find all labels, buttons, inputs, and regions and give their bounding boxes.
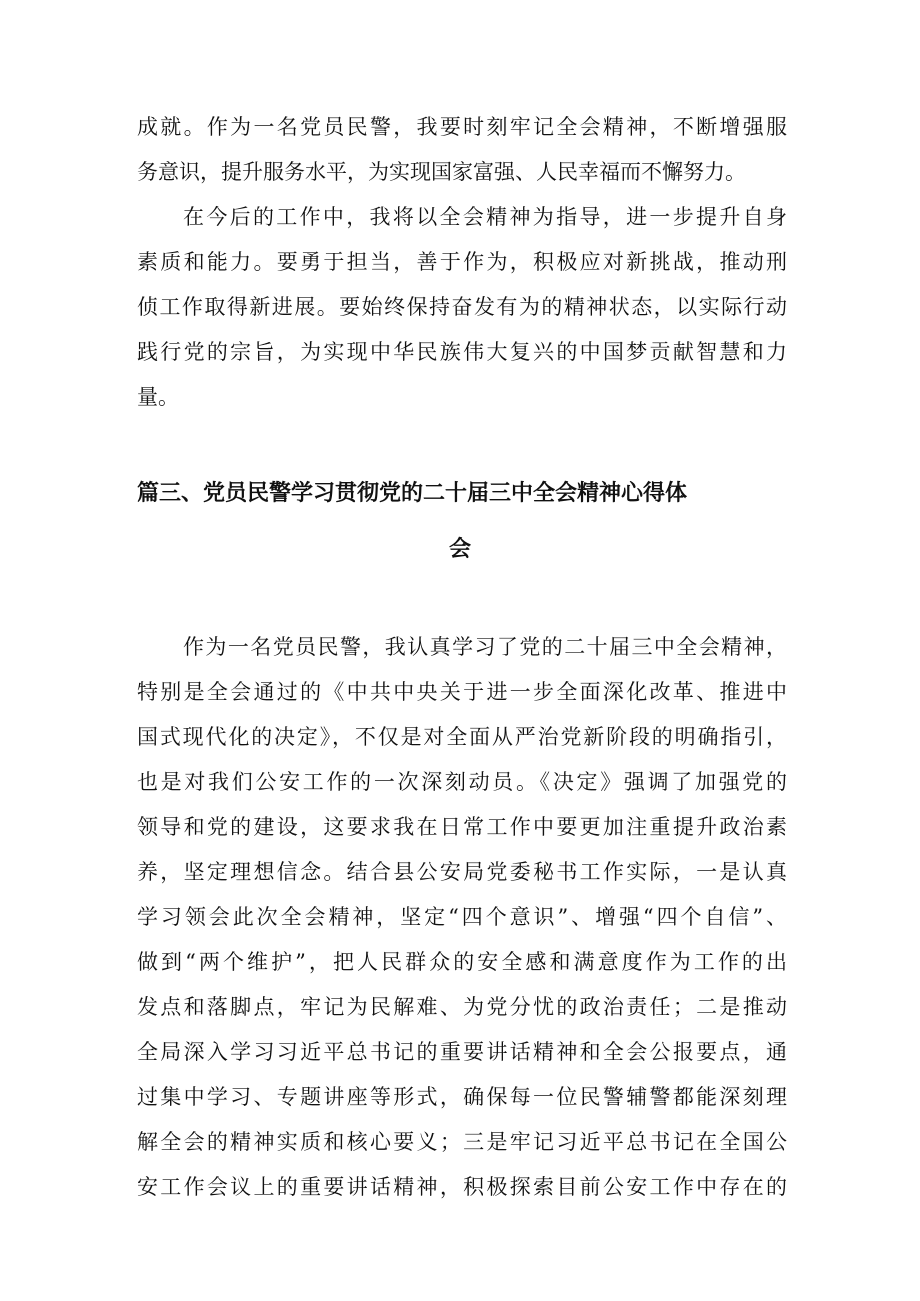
paragraph-line: 务意识，提升服务水平，为实现国家富强、人民幸福而不懈努力。 <box>137 160 746 184</box>
paragraph-line: 侦工作取得新进展。要始终保持奋发有为的精神状态，以实际行动 <box>137 295 787 319</box>
paragraph-line: 学习领会此次全会精神，坚定“四个意识”、增强“四个自信”、 <box>137 905 787 929</box>
paragraph-line: 也是对我们公安工作的一次深刻动员。《决定》强调了加强党的 <box>137 770 787 794</box>
section-heading: 篇三、党员民警学习贯彻党的二十届三中全会精神心得体 <box>137 481 688 506</box>
paragraph-line: 解全会的精神实质和核心要义；三是牢记习近平总书记在全国公 <box>137 1130 787 1154</box>
paragraph-line: 发点和落脚点，牢记为民解难、为党分忧的政治责任；二是推动 <box>137 995 787 1019</box>
paragraph-line: 作为一名党员民警，我认真学习了党的二十届三中全会精神， <box>183 635 787 659</box>
paragraph-line: 养，坚定理想信念。结合县公安局党委秘书工作实际，一是认真 <box>137 860 787 884</box>
paragraph-line: 在今后的工作中，我将以全会精神为指导，进一步提升自身 <box>183 205 787 229</box>
paragraph-line: 过集中学习、专题讲座等形式，确保每一位民警辅警都能深刻理 <box>137 1085 787 1109</box>
paragraph-line: 践行党的宗旨，为实现中华民族伟大复兴的中国梦贡献智慧和力 <box>137 340 787 364</box>
paragraph-line: 做到“两个维护”，把人民群众的安全感和满意度作为工作的出 <box>137 950 787 974</box>
paragraph-line: 全局深入学习习近平总书记的重要讲话精神和全会公报要点，通 <box>137 1040 787 1064</box>
section-heading-continuation: 会 <box>448 537 471 562</box>
paragraph-line: 特别是全会通过的《中共中央关于进一步全面深化改革、推进中 <box>137 680 787 704</box>
paragraph-line: 成就。作为一名党员民警，我要时刻牢记全会精神，不断增强服 <box>137 115 787 139</box>
paragraph-line: 国式现代化的决定》，不仅是对全面从严治党新阶段的明确指引， <box>137 725 787 749</box>
paragraph-line: 安工作会议上的重要讲话精神，积极探索目前公安工作中存在的 <box>137 1175 787 1199</box>
paragraph-line: 领导和党的建设，这要求我在日常工作中要更加注重提升政治素 <box>137 815 787 839</box>
paragraph-line: 量。 <box>137 385 179 409</box>
paragraph-line: 素质和能力。要勇于担当，善于作为，积极应对新挑战，推动刑 <box>137 250 787 274</box>
